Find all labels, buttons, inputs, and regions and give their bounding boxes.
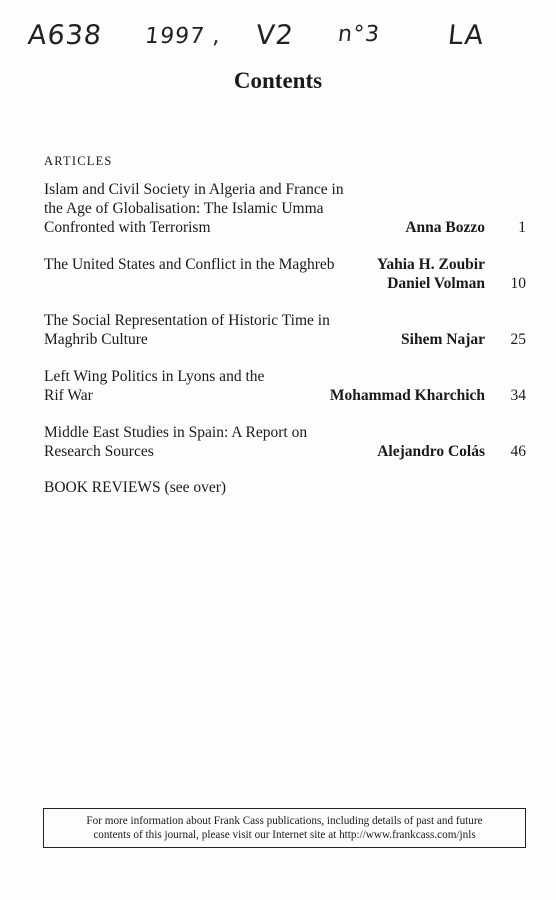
section-label-articles: ARTICLES xyxy=(44,154,113,168)
toc-entry xyxy=(44,255,526,293)
entry-author: Anna Bozzo xyxy=(405,219,485,236)
notice-line: contents of this journal, please visit our Internet site at http://www.frankcass.com/jnls xyxy=(93,829,476,841)
toc-entry xyxy=(44,423,526,461)
entry-author: Sihem Najar xyxy=(401,331,485,348)
publisher-notice-box xyxy=(43,808,526,848)
toc-entry xyxy=(44,311,526,349)
notice-line: For more information about Frank Cass publications, including details of past and future xyxy=(86,815,483,827)
handwritten-initials: LA xyxy=(446,20,486,51)
entry-author: Yahia H. Zoubir Daniel Volman xyxy=(376,256,485,292)
entry-author: Mohammad Kharchich xyxy=(329,387,485,404)
handwritten-code: A638 xyxy=(26,20,104,51)
entry-page: 10 xyxy=(510,275,526,292)
entry-page: 25 xyxy=(510,331,526,348)
handwritten-year: 1997 , xyxy=(143,24,223,49)
book-reviews-note: BOOK REVIEWS (see over) xyxy=(44,479,227,496)
entry-page: 34 xyxy=(510,387,526,404)
entry-title: The Social Representation of Historic Time in Maghrib Culture xyxy=(44,312,330,348)
toc-entry xyxy=(44,180,526,237)
handwritten-volume: V2 xyxy=(254,20,296,51)
entry-page: 46 xyxy=(510,443,526,460)
entry-author: Alejandro Colás xyxy=(377,443,485,460)
toc-entry xyxy=(44,367,526,405)
entry-title: Left Wing Politics in Lyons and the Rif War xyxy=(44,368,265,404)
entry-title: Middle East Studies in Spain: A Report on Research Sources xyxy=(44,424,308,460)
entry-title: The United States and Conflict in the Maghreb xyxy=(44,256,335,273)
page-title: Contents xyxy=(233,68,323,93)
handwritten-issue: n°3 xyxy=(336,22,382,47)
entry-page: 1 xyxy=(518,219,526,236)
entry-title: Islam and Civil Society in Algeria and France in the Age of Globalisation: The Islamic Umma Confronted with Terrorism xyxy=(44,181,344,236)
